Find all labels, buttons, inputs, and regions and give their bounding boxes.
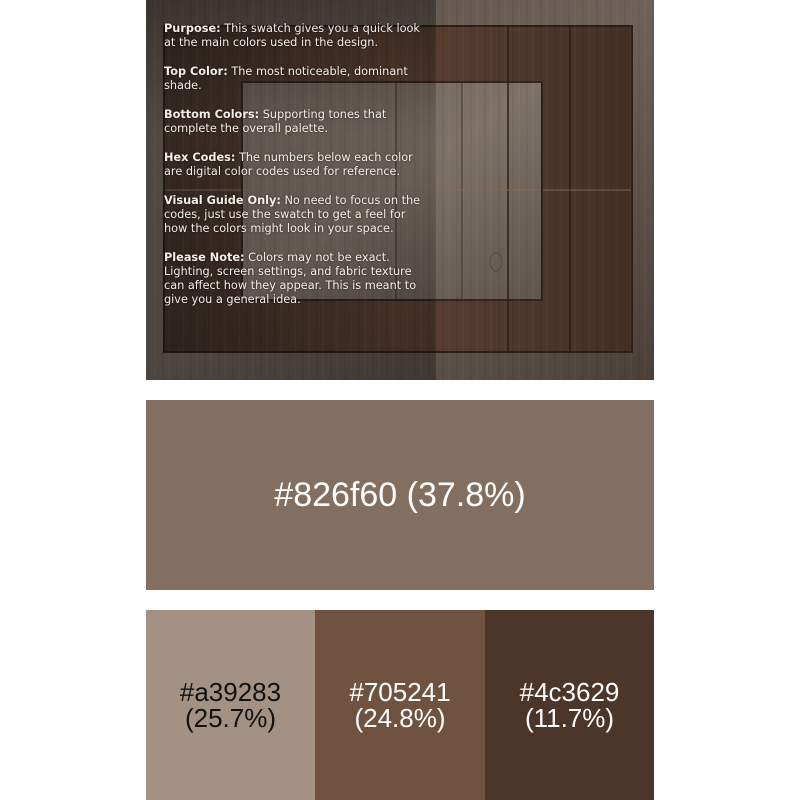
note-paragraph [164,151,426,179]
note-title: Please Note: [164,251,245,264]
swatch-1-hex: #a39283 [179,677,282,707]
swatch-2-label [349,679,450,731]
notes-text-block [164,22,426,322]
swatch-2-percent: (24.8%) [354,703,446,733]
note-title: Hex Codes: [164,151,236,164]
note-text: Colors may not be exact. Lighting, screen settings, and fabric texture can affect how they appear. This is meant to give you a general idea. [164,251,417,306]
note-text: Supporting tones that complete the overall palette. [164,108,387,135]
note-title: Purpose: [164,22,221,35]
supporting-color-swatch-1 [146,610,315,800]
note-text: This swatch gives you a quick look at the main colors used in the design. [164,22,420,49]
note-text: The most noticeable, dominant shade. [164,65,408,92]
swatch-3-percent: (11.7%) [524,703,615,733]
supporting-color-swatch-3 [485,610,654,800]
note-paragraph [164,194,426,236]
note-paragraph [164,65,426,93]
swatch-3-label [520,679,620,731]
dominant-color-swatch [146,400,654,590]
swatch-2-hex: #705241 [349,677,451,707]
swatch-1-label [180,679,281,731]
note-text: No need to focus on the codes, just use the swatch to get a feel for how the colors might look in your space. [164,194,421,235]
dominant-color-label: #826f60 (37.8%) [274,475,526,514]
swatch-1-percent: (25.7%) [184,703,277,733]
note-paragraph [164,251,426,307]
note-title: Top Color: [164,65,228,78]
supporting-color-swatch-2 [315,610,485,800]
swatch-3-hex: #4c3629 [519,677,620,707]
note-paragraph [164,108,426,136]
note-paragraph [164,22,426,50]
note-title: Visual Guide Only: [164,194,281,207]
wood-texture-panel [146,0,654,380]
note-text: The numbers below each color are digital color codes used for reference. [164,151,413,178]
note-title: Bottom Colors: [164,108,260,121]
